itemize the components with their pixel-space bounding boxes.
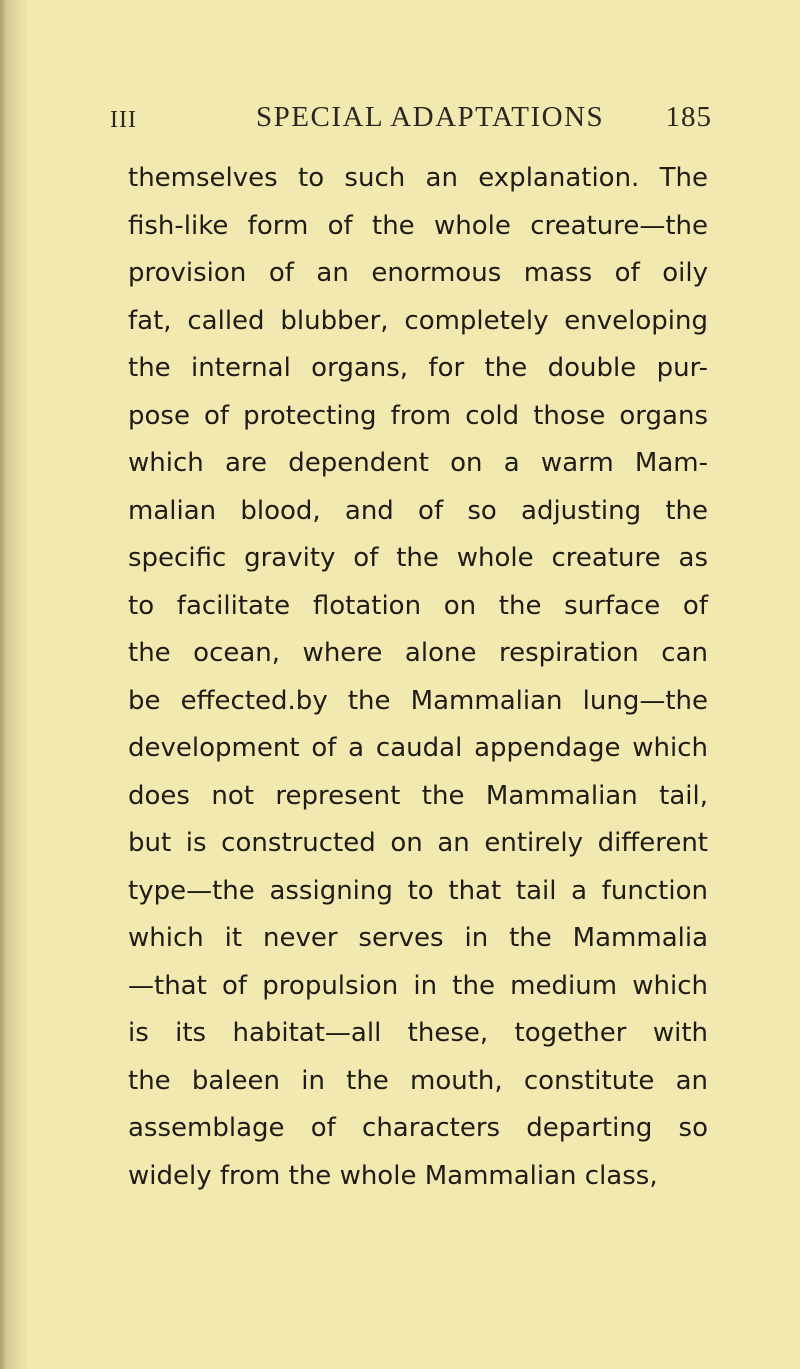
- text-line: which are dependent on a warm Mam-: [128, 448, 708, 478]
- text-line: themselves to such an explanation. The: [128, 163, 708, 193]
- text-line: which it never serves in the Mammalia: [128, 923, 708, 953]
- chapter-numeral: III: [110, 107, 137, 133]
- text-line: widely from the whole Mammalian class,: [128, 1160, 658, 1191]
- text-line: development of a caudal appendage which: [128, 733, 708, 763]
- binding-edge: [0, 0, 6, 1369]
- page-number: 185: [665, 101, 712, 133]
- text-line: type—the assigning to that tail a function: [128, 875, 708, 906]
- text-line: the ocean, where alone respiration can: [128, 638, 708, 668]
- text-line: pose of protecting from cold those organs: [128, 400, 708, 431]
- text-line: the internal organs, for the double pur-: [128, 353, 708, 383]
- text-line: fat, called blubber, completely enveloping: [128, 305, 708, 336]
- text-line: malian blood, and of so adjusting the: [128, 495, 708, 526]
- text-line: to facilitate flotation on the surface of: [128, 590, 708, 621]
- text-line: —that of propulsion in the medium which: [128, 970, 708, 1001]
- text-line: provision of an enormous mass of oily: [128, 258, 708, 288]
- text-line: but is constructed on an entirely different: [128, 828, 708, 858]
- running-head: [110, 101, 710, 141]
- text-line: fish-like form of the whole creature—the: [128, 210, 708, 241]
- body-text: [128, 155, 708, 1200]
- text-line: the baleen in the mouth, constitute an: [128, 1065, 708, 1096]
- running-head-title: SPECIAL ADAPTATIONS: [256, 101, 605, 133]
- text-line: specific gravity of the whole creature as: [128, 543, 708, 573]
- text-line: does not represent the Mammalian tail,: [128, 780, 708, 811]
- text-line: be effected.by the Mammalian lung—the: [128, 685, 708, 716]
- text-line: is its habitat—all these, together with: [128, 1018, 708, 1048]
- text-line: assemblage of characters departing so: [128, 1113, 708, 1143]
